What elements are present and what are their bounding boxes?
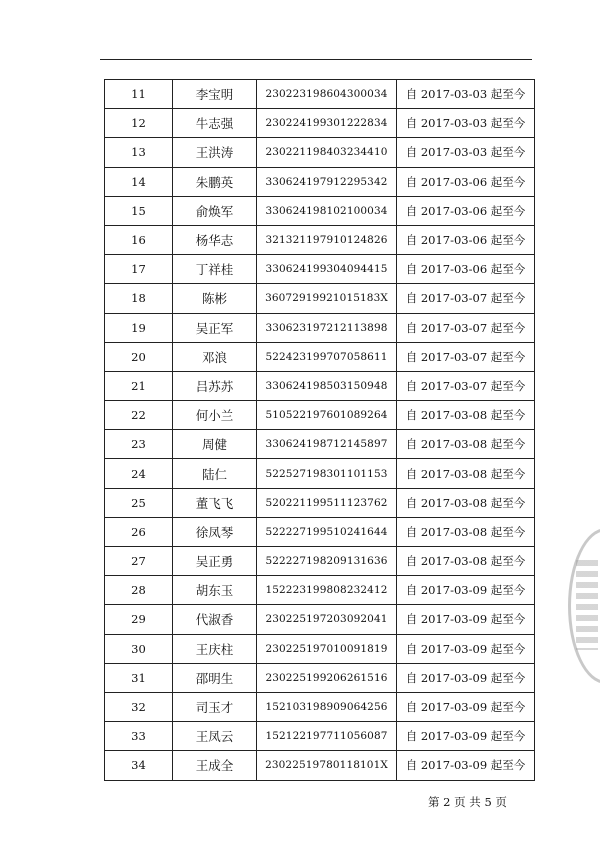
table-row — [105, 138, 535, 167]
start-date: 自 2017-03-08 起至今 — [397, 401, 535, 430]
person-name: 丁祥桂 — [173, 255, 257, 284]
person-name: 吴正勇 — [173, 547, 257, 576]
person-name: 俞焕军 — [173, 196, 257, 225]
id-number: 522227198209131636 — [257, 547, 397, 576]
header-rule — [100, 59, 532, 60]
table-row — [105, 517, 535, 546]
id-number: 520221199511123762 — [257, 488, 397, 517]
row-number: 29 — [105, 605, 173, 634]
start-date: 自 2017-03-09 起至今 — [397, 692, 535, 721]
person-name: 杨华志 — [173, 225, 257, 254]
table-row — [105, 342, 535, 371]
start-date: 自 2017-03-08 起至今 — [397, 488, 535, 517]
id-number: 23022519780118101X — [257, 751, 397, 780]
start-date: 自 2017-03-03 起至今 — [397, 80, 535, 109]
row-number: 15 — [105, 196, 173, 225]
id-number: 330624199304094415 — [257, 255, 397, 284]
person-name: 陈彬 — [173, 284, 257, 313]
table-row — [105, 459, 535, 488]
person-name: 何小兰 — [173, 401, 257, 430]
id-number: 152103198909064256 — [257, 692, 397, 721]
start-date: 自 2017-03-08 起至今 — [397, 430, 535, 459]
start-date: 自 2017-03-08 起至今 — [397, 459, 535, 488]
official-seal-text — [576, 560, 598, 650]
start-date: 自 2017-03-09 起至今 — [397, 751, 535, 780]
table-row — [105, 401, 535, 430]
table-row — [105, 284, 535, 313]
table-row — [105, 576, 535, 605]
start-date: 自 2017-03-07 起至今 — [397, 371, 535, 400]
start-date: 自 2017-03-07 起至今 — [397, 313, 535, 342]
person-name: 董飞飞 — [173, 488, 257, 517]
id-number: 36072919921015183X — [257, 284, 397, 313]
person-name: 周健 — [173, 430, 257, 459]
id-number: 230223198604300034 — [257, 80, 397, 109]
table-row — [105, 313, 535, 342]
records-table-body — [105, 80, 535, 781]
start-date: 自 2017-03-06 起至今 — [397, 196, 535, 225]
table-row — [105, 751, 535, 780]
row-number: 31 — [105, 663, 173, 692]
start-date: 自 2017-03-09 起至今 — [397, 605, 535, 634]
person-name: 吕苏苏 — [173, 371, 257, 400]
person-name: 王凤云 — [173, 722, 257, 751]
row-number: 25 — [105, 488, 173, 517]
table-row — [105, 634, 535, 663]
row-number: 30 — [105, 634, 173, 663]
start-date: 自 2017-03-08 起至今 — [397, 547, 535, 576]
table-row — [105, 225, 535, 254]
row-number: 32 — [105, 692, 173, 721]
start-date: 自 2017-03-09 起至今 — [397, 576, 535, 605]
person-name: 邵明生 — [173, 663, 257, 692]
id-number: 522423199707058611 — [257, 342, 397, 371]
row-number: 26 — [105, 517, 173, 546]
row-number: 16 — [105, 225, 173, 254]
id-number: 230221198403234410 — [257, 138, 397, 167]
id-number: 321321197910124826 — [257, 225, 397, 254]
page-number: 第 2 页 共 5 页 — [428, 795, 507, 809]
id-number: 152223199808232412 — [257, 576, 397, 605]
row-number: 11 — [105, 80, 173, 109]
row-number: 24 — [105, 459, 173, 488]
person-name: 吴正军 — [173, 313, 257, 342]
person-name: 邓浪 — [173, 342, 257, 371]
table-row — [105, 109, 535, 138]
row-number: 34 — [105, 751, 173, 780]
table-row — [105, 371, 535, 400]
start-date: 自 2017-03-06 起至今 — [397, 225, 535, 254]
id-number: 330624198712145897 — [257, 430, 397, 459]
table-row — [105, 196, 535, 225]
person-name: 司玉才 — [173, 692, 257, 721]
row-number: 23 — [105, 430, 173, 459]
table-row — [105, 255, 535, 284]
table-row — [105, 430, 535, 459]
id-number: 330624198102100034 — [257, 196, 397, 225]
id-number: 522227199510241644 — [257, 517, 397, 546]
id-number: 330624197912295342 — [257, 167, 397, 196]
id-number: 330624198503150948 — [257, 371, 397, 400]
table-row — [105, 167, 535, 196]
row-number: 22 — [105, 401, 173, 430]
person-name: 胡东玉 — [173, 576, 257, 605]
row-number: 13 — [105, 138, 173, 167]
row-number: 21 — [105, 371, 173, 400]
id-number: 510522197601089264 — [257, 401, 397, 430]
start-date: 自 2017-03-06 起至今 — [397, 167, 535, 196]
person-name: 朱鹏英 — [173, 167, 257, 196]
person-name: 徐凤琴 — [173, 517, 257, 546]
person-name: 王成全 — [173, 751, 257, 780]
start-date: 自 2017-03-03 起至今 — [397, 138, 535, 167]
id-number: 230225199206261516 — [257, 663, 397, 692]
start-date: 自 2017-03-07 起至今 — [397, 342, 535, 371]
id-number: 330623197212113898 — [257, 313, 397, 342]
table-row — [105, 722, 535, 751]
start-date: 自 2017-03-08 起至今 — [397, 517, 535, 546]
person-name: 陆仁 — [173, 459, 257, 488]
start-date: 自 2017-03-03 起至今 — [397, 109, 535, 138]
person-name: 王庆柱 — [173, 634, 257, 663]
id-number: 230225197203092041 — [257, 605, 397, 634]
id-number: 152122197711056087 — [257, 722, 397, 751]
row-number: 33 — [105, 722, 173, 751]
row-number: 20 — [105, 342, 173, 371]
row-number: 17 — [105, 255, 173, 284]
person-name: 王洪涛 — [173, 138, 257, 167]
table-row — [105, 692, 535, 721]
row-number: 18 — [105, 284, 173, 313]
person-name: 代淑香 — [173, 605, 257, 634]
table-row — [105, 663, 535, 692]
start-date: 自 2017-03-06 起至今 — [397, 255, 535, 284]
start-date: 自 2017-03-07 起至今 — [397, 284, 535, 313]
table-row — [105, 488, 535, 517]
start-date: 自 2017-03-09 起至今 — [397, 722, 535, 751]
id-number: 230224199301222834 — [257, 109, 397, 138]
table-row — [105, 547, 535, 576]
table-row — [105, 80, 535, 109]
id-number: 522527198301101153 — [257, 459, 397, 488]
row-number: 12 — [105, 109, 173, 138]
person-name: 李宝明 — [173, 80, 257, 109]
row-number: 19 — [105, 313, 173, 342]
row-number: 14 — [105, 167, 173, 196]
records-table — [104, 79, 535, 781]
table-row — [105, 605, 535, 634]
person-name: 牛志强 — [173, 109, 257, 138]
start-date: 自 2017-03-09 起至今 — [397, 663, 535, 692]
row-number: 28 — [105, 576, 173, 605]
row-number: 27 — [105, 547, 173, 576]
id-number: 230225197010091819 — [257, 634, 397, 663]
start-date: 自 2017-03-09 起至今 — [397, 634, 535, 663]
